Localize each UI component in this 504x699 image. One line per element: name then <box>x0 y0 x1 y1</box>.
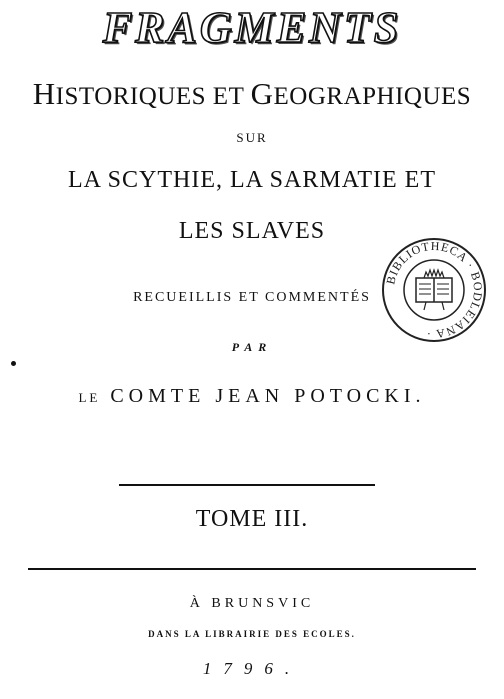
author-prefix: LE <box>78 390 101 405</box>
year-label: 1796. <box>202 659 302 678</box>
library-stamp-icon <box>380 236 488 344</box>
author-line <box>0 385 504 408</box>
publisher-label: DANS LA LIBRAIRIE DES ECOLES. <box>148 629 356 639</box>
book-icon <box>416 270 452 310</box>
sur-label: SUR <box>236 130 268 145</box>
regions-line-2: LES SLAVES <box>178 218 326 244</box>
stamp-text: BIBLIOTHECA · BODLEIANA · <box>383 238 486 342</box>
place-label: À BRUNSVIC <box>189 596 315 611</box>
volume-label: TOME III. <box>195 506 309 532</box>
subtitle-initial-h: H <box>32 76 56 111</box>
main-title: FRAGMENTS <box>102 3 402 52</box>
author-name: COMTE JEAN POTOCKI. <box>110 385 426 407</box>
par-label: PAR <box>231 340 273 354</box>
subtitle-part2: EOGRAPHIQUES <box>273 83 472 110</box>
subtitle-part1: ISTORIQUES ET <box>55 83 251 110</box>
collected-label: RECUEILLIS ET COMMENTÉS <box>133 290 371 305</box>
divider-bottom <box>28 568 476 570</box>
subtitle-initial-g: G <box>250 76 274 111</box>
subtitle <box>0 76 504 112</box>
ink-dot <box>11 361 16 366</box>
divider-top <box>119 484 375 486</box>
regions-line-1: LA SCYTHIE, LA SARMATIE ET <box>68 167 436 193</box>
